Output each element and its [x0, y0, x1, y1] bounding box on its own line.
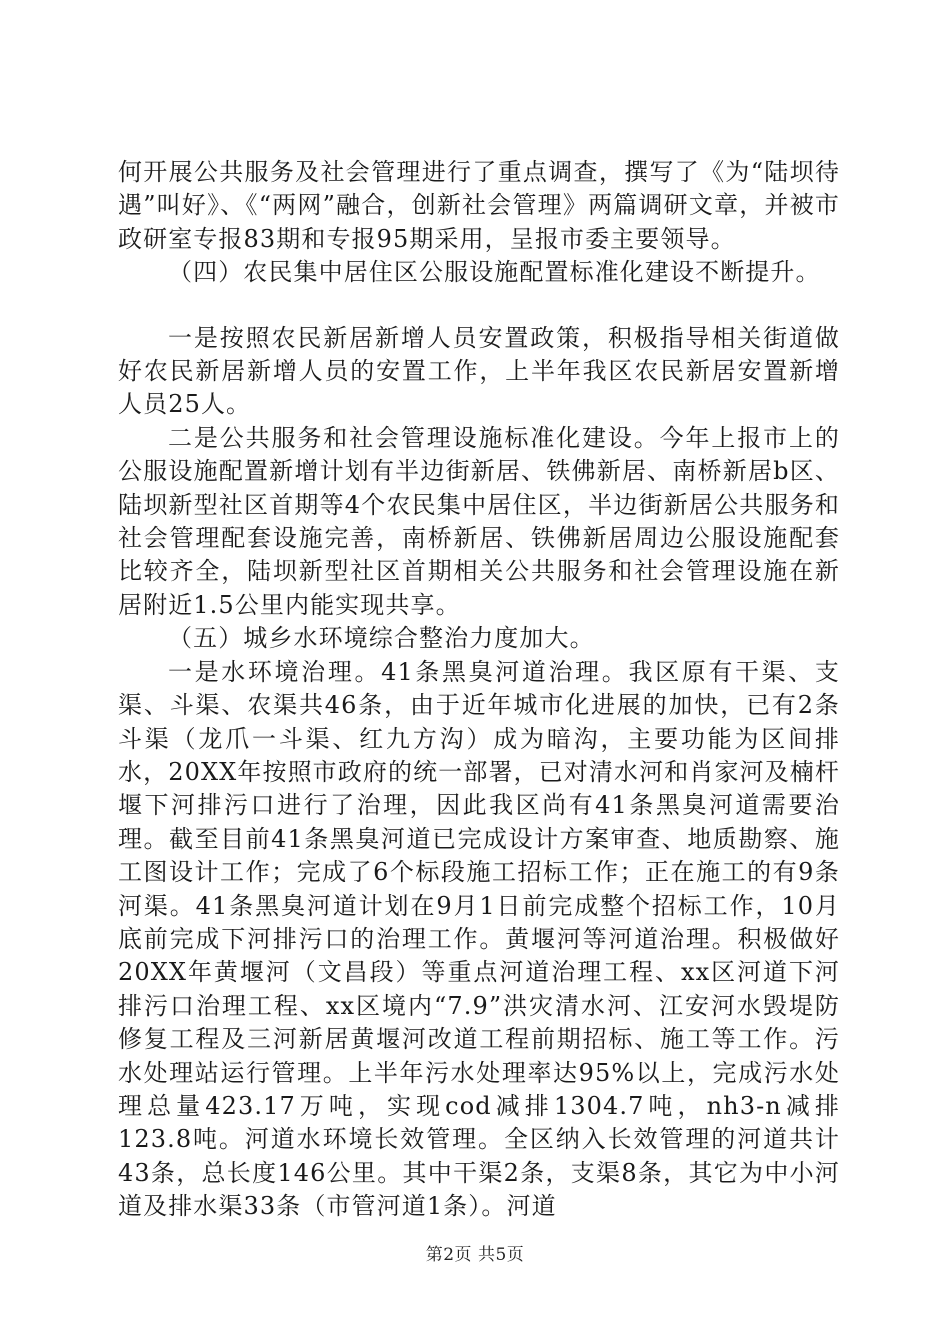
page-footer: 第2页 共5页	[425, 1245, 525, 1265]
section-heading-four: （四）农民集中居住区公服设施配置标准化建设不断提升。	[168, 258, 821, 287]
paragraph-standardization: 二是公共服务和社会管理设施标准化建设。今年上报市上的公服设施配置新增计划有半边街新居、铁佛新居、南桥新居b区、陆坝新型社区首期等4个农民集中居住区，半边街新居公共服务和社会管理配套设施完善，南桥新居、铁佛新居周边公服设施配套比较齐全，陆坝新型社区首期相关公共服务和社会管理设施在新居附近1.5公里内能实现共享。	[118, 423, 840, 619]
document-body	[118, 156, 840, 1224]
paragraph-continuation: 何开展公共服务及社会管理进行了重点调查，撰写了《为“陆坝待遇”叫好》、《“两网”融合，创新社会管理》两篇调研文章，并被市政研室专报83期和专报95期采用，呈报市委主要领导。	[118, 158, 840, 253]
paragraph-resettlement: 一是按照农民新居新增人员安置政策，积极指导相关街道做好农民新居新增人员的安置工作，上半年我区农民新居安置新增人员25人。	[118, 323, 840, 419]
section-heading-five: （五）城乡水环境综合整治力度加大。	[168, 624, 595, 653]
paragraph-water-environment: 一是水环境治理。41条黑臭河道治理。我区原有干渠、支渠、斗渠、农渠共46条，由于近年城市化进展的加快，已有2条斗渠（龙爪一斗渠、红九方沟）成为暗沟，主要功能为区间排水，20XX年按照市政府的统一部署，已对清水河和肖家河及楠杆堰下河排污口进行了治理，因此我区尚有41条黑臭河道需要治理。截至目前41条黑臭河道已完成设计方案审查、地质勘察、施工图设计工作；完成了6个标段施工招标工作；正在施工的有9条河渠。41条黑臭河道计划在9月1日前完成整个招标工作，10月底前完成下河排污口的治理工作。黄堰河等河道治理。积极做好20XX年黄堰河（文昌段）等重点河道治理工程、xx区河道下河排污口治理工程、xx区境内“7.9”洪灾清水河、江安河水毁堤防修复工程及三河新居黄堰河改道工程前期招标、施工等工作。污水处理站运行管理。上半年污水处理率达95%以上，完成污水处理总量423.17万吨，实现cod减排1304.7吨，nh3-n减排123.8吨。河道水环境长效管理。全区纳入长效管理的河道共计43条，总长度146公里。其中干渠2条，支渠8条，其它为中小河道及排水渠33条（市管河道1条）。河道	[118, 657, 840, 1221]
